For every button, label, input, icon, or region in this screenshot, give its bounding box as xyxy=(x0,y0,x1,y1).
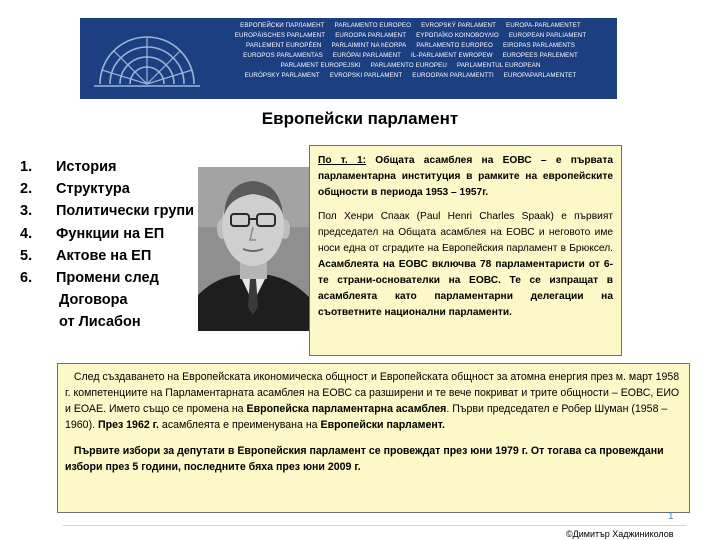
contents-item-label: История xyxy=(56,159,117,175)
banner-names-row xyxy=(208,21,613,31)
contents-item xyxy=(20,267,194,334)
spaak-paragraph: Пол Хенри Спаак (Paul Henri Charles Spaak) е първият председател на Общата асамблея на ЕОВС и неговото име носи една от сградите на Европейския парламент в Брюксел. Асамблеята на ЕОВС включва 78 парламентаристи от 6-те страни-основателки на ЕОВС. Те се изпращат в асамблеята като парламентарни делегации на съответните национални парламенти. xyxy=(318,211,613,318)
contents-item xyxy=(20,156,194,178)
contents-item-label: Актове на ЕП xyxy=(56,247,152,264)
parliament-name: PARLAIMINT NA hEORPA xyxy=(331,42,407,49)
contents-item-label: Структура xyxy=(56,181,130,198)
footer-divider xyxy=(63,525,687,526)
parliament-names-in-eu-languages xyxy=(208,21,613,81)
parliament-name: EUROOPAN PARLAMENTTI xyxy=(412,72,494,79)
parliament-name: ЕВРОПЕЙСКИ ПАРЛАМЕНТ xyxy=(240,22,325,29)
banner-names-row xyxy=(208,31,613,41)
parliament-name: EVROPSKÝ PARLAMENT xyxy=(421,22,497,29)
elections-paragraph: Първите избори за депутати в Европейския парламент се провеждат през юни 1979 г. От тогава са провеждани избори през 5 години, последните бяха през юни 2009 г. xyxy=(65,445,664,473)
contents-item-number: 5. xyxy=(20,247,33,264)
parliament-name: EURÓPSKY PARLAMENT xyxy=(244,72,320,79)
contents-item xyxy=(20,178,194,200)
spaak-info-box xyxy=(309,145,622,356)
slide-number: 1 xyxy=(668,511,674,522)
contents-item xyxy=(20,223,194,245)
banner-names-row xyxy=(208,61,613,71)
banner-names-row xyxy=(208,71,613,81)
contents-item-label: Функции на ЕП xyxy=(56,225,165,242)
contents-item-label: Договора xyxy=(59,292,128,309)
parliament-name: PARLAMENTO EUROPEU xyxy=(370,62,447,69)
contents-item-label: Промени след xyxy=(56,270,159,287)
contents-item xyxy=(20,200,194,222)
parliament-name: EVROPSKI PARLAMENT xyxy=(329,72,403,79)
contents-item-number: 4. xyxy=(20,225,33,242)
parliament-name: PARLAMENT EUROPEJSKI xyxy=(280,62,361,69)
parliament-name: EUROPA-PARLAMENTET xyxy=(506,22,581,29)
parliament-name: EUROPEAN PARLIAMENT xyxy=(508,32,587,39)
page-title: Европейски парламент xyxy=(261,109,459,128)
contents-list xyxy=(20,156,194,334)
parliament-name: PARLAMENTUL EUROPEAN xyxy=(456,62,541,69)
parliament-name: EUROPOS PARLAMENTAS xyxy=(243,52,323,59)
parliament-name: ΕΥΡΩΠΑΪΚΟ ΚΟΙΝΟΒΟΥΛΙΟ xyxy=(416,32,499,39)
banner-names-row xyxy=(208,51,613,61)
parliament-name: EURÓPAI PARLAMENT xyxy=(332,52,402,59)
contents-item-number: 6. xyxy=(20,270,33,287)
contents-item-number: 2. xyxy=(20,181,33,198)
parliament-name: PARLAMENTO EUROPEO xyxy=(334,22,412,29)
assembly-history-paragraph: След създаването на Европейската икономическа общност и Европейската общност за атомна енергия през м. март 1958 г. компетенциите на Парламентарната асамблея на ЕОВС са разширени и те вече покриват и трите общности – ЕОВС, ЕИО и ЕОАЕ. Името също се промена на Европейска парламентарна асамблея. Първи председател е Робер Шуман (1958 – 1960). През 1962 г. асамблеята е преименувана на Европейски парламент. xyxy=(65,371,680,431)
european-parliament-banner xyxy=(80,18,617,99)
parliament-name: PARLEMENT EUROPÉEN xyxy=(246,42,322,49)
parliament-name: EIROPAS PARLAMENTS xyxy=(502,42,575,49)
common-assembly-paragraph: По т. 1: Общата асамблея на ЕОВС – е първата парламентарна институция в рамките на европейските общности в периода 1953 – 1957г. xyxy=(318,155,613,198)
contents-item-number: 3. xyxy=(20,203,33,220)
parliament-name: EUROPAPARLAMENTET xyxy=(503,72,577,79)
history-info-box xyxy=(57,363,690,513)
portrait-photo-spaak xyxy=(198,167,309,331)
contents-item-number: 1. xyxy=(20,159,33,175)
parliament-name: IL-PARLAMENT EWROPEW xyxy=(411,52,493,59)
copyright-notice: ©Димитър Хаджиниколов xyxy=(566,529,674,539)
banner-names-row xyxy=(208,41,613,51)
parliament-name: PARLAMENTO EUROPEO xyxy=(416,42,493,49)
contents-item-label: от Лисабон xyxy=(59,314,141,331)
point-label: По т. 1: xyxy=(318,155,367,166)
contents-item xyxy=(20,245,194,267)
contents-item-label: Политически групи xyxy=(56,203,195,220)
parliament-hemicycle-icon xyxy=(88,26,206,91)
parliament-name: EUROPÄISCHES PARLAMENT xyxy=(234,32,326,39)
parliament-name: EUROPEES PARLEMENT xyxy=(502,52,578,59)
parliament-name: EUROOPA PARLAMENT xyxy=(335,32,407,39)
